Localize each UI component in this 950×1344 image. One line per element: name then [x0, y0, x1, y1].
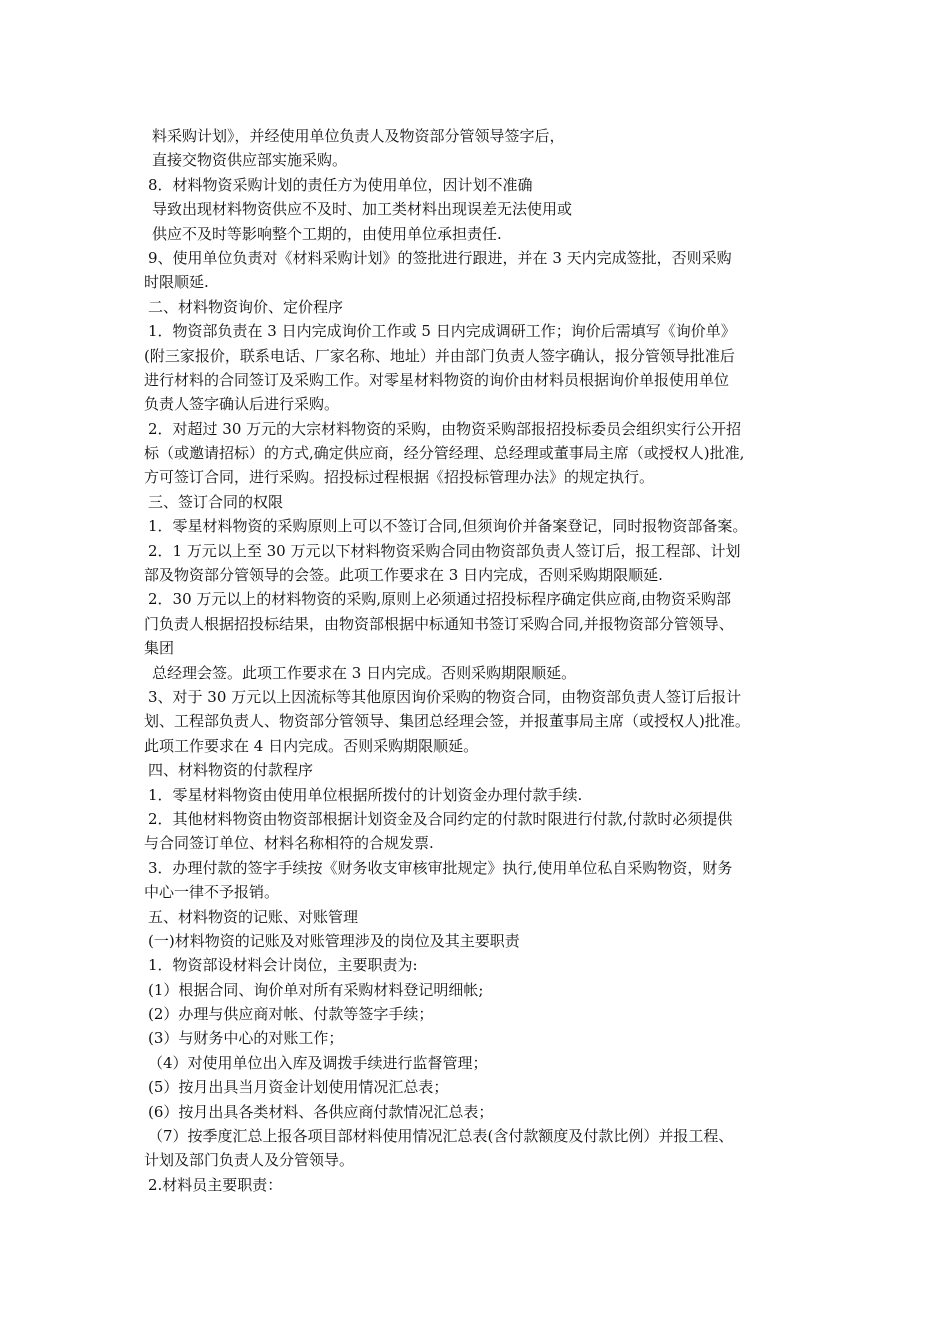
- text-line: 2.材料员主要职责：: [148, 1175, 283, 1194]
- text-line: 直接交物资供应部实施采购。: [152, 151, 348, 170]
- text-line: 8．材料物资采购计划的责任方为使用单位，因计划不准确: [148, 175, 533, 194]
- text-line: 1．物资部负责在 3 日内完成询价工作或 5 日内完成调研工作；询价后需填写《询价单》: [148, 322, 736, 341]
- text-line: 9、使用单位负责对《材料采购计划》的签批进行跟进，并在 3 天内完成签批，否则采购: [148, 248, 732, 267]
- text-line: 标（或邀请招标）的方式,确定供应商，经分管经理、总经理或董事局主席（或授权人)批准,: [144, 444, 745, 463]
- text-line: (一)材料物资的记账及对账管理涉及的岗位及其主要职责: [148, 931, 520, 950]
- text-line: 划、工程部负责人、物资部分管领导、集团总经理会签，并报董事局主席（或授权人)批准。: [144, 712, 750, 731]
- text-line: 部及物资部分管领导的会签。此项工作要求在 3 日内完成，否则采购期限顺延.: [144, 566, 663, 585]
- text-line: 总经理会签。此项工作要求在 3 日内完成。否则采购期限顺延。: [152, 663, 577, 682]
- text-line: (6）按月出具各类材料、各供应商付款情况汇总表；: [148, 1102, 494, 1121]
- text-line: 中心一律不予报销。: [144, 883, 280, 902]
- text-line: 导致出现材料物资供应不及时、加工类材料出现误差无法使用或: [152, 200, 573, 219]
- text-line: 负责人签字确认后进行采购。: [144, 395, 340, 414]
- text-line: (2）办理与供应商对帐、付款等签字手续；: [148, 1005, 434, 1024]
- text-line: 方可签订合同，进行采购。招投标过程根据《招投标管理办法》的规定执行。: [144, 468, 655, 487]
- text-line: 进行材料的合同签订及采购工作。对零星材料物资的询价由材料员根据询价单报使用单位: [144, 370, 730, 389]
- text-line: (3）与财务中心的对账工作；: [148, 1029, 344, 1048]
- text-line: 五、材料物资的记账、对账管理: [148, 907, 359, 926]
- text-line: （4）对使用单位出入库及调拨手续进行监督管理；: [148, 1053, 488, 1072]
- text-line: 1．零星材料物资由使用单位根据所拨付的计划资金办理付款手续.: [148, 785, 583, 804]
- text-line: 1．零星材料物资的采购原则上可以不签订合同,但须询价并备案登记，同时报物资部备案。: [148, 517, 748, 536]
- text-line: 2．对超过 30 万元的大宗材料物资的采购，由物资采购部报招投标委员会组织实行公开招: [148, 419, 742, 438]
- text-line: 2．1 万元以上至 30 万元以下材料物资采购合同由物资部负责人签订后，报工程部、计划: [148, 541, 741, 560]
- text-line: 时限顺延.: [144, 273, 209, 292]
- text-line: （7）按季度汇总上报各项目部材料使用情况汇总表(含付款额度及付款比例）并报工程、: [148, 1127, 734, 1146]
- text-line: 二、材料物资询价、定价程序: [148, 297, 344, 316]
- text-line: 三、签订合同的权限: [148, 492, 284, 511]
- text-line: 计划及部门负责人及分管领导。: [144, 1151, 355, 1170]
- text-line: 3．办理付款的签字手续按《财务收支审核审批规定》执行,使用单位私自采购物资，财务: [148, 858, 733, 877]
- text-line: (5）按月出具当月资金计划使用情况汇总表；: [148, 1078, 449, 1097]
- text-line: 料采购计划》，并经使用单位负责人及物资部分管领导签字后，: [152, 127, 565, 145]
- text-line: 2．其他材料物资由物资部根据计划资金及合同约定的付款时限进行付款,付款时必须提供: [148, 809, 733, 828]
- text-line: 供应不及时等影响整个工期的，由使用单位承担责任.: [152, 224, 502, 243]
- text-line: 与合同签订单位、材料名称相符的合规发票.: [144, 834, 434, 853]
- text-line: 此项工作要求在 4 日内完成。否则采购期限顺延。: [144, 736, 479, 755]
- text-line: 门负责人根据招投标结果，由物资部根据中标通知书签订采购合同,并报物资部分管领导、: [144, 614, 734, 633]
- text-line: 四、材料物资的付款程序: [148, 761, 314, 780]
- text-line: 2．30 万元以上的材料物资的采购,原则上必须通过招投标程序确定供应商,由物资采购部: [148, 590, 731, 609]
- text-line: (附三家报价，联系电话、厂家名称、地址）并由部门负责人签字确认，报分管领导批准后: [144, 346, 735, 365]
- text-line: 1．物资部设材料会计岗位，主要职责为:: [148, 956, 418, 975]
- text-line: 3、对于 30 万元以上因流标等其他原因询价采购的物资合同，由物资部负责人签订后报计: [148, 687, 742, 706]
- text-line: 集团: [144, 639, 175, 658]
- document-page: [144, 124, 824, 1197]
- text-line: (1）根据合同、询价单对所有采购材料登记明细帐;: [148, 980, 484, 999]
